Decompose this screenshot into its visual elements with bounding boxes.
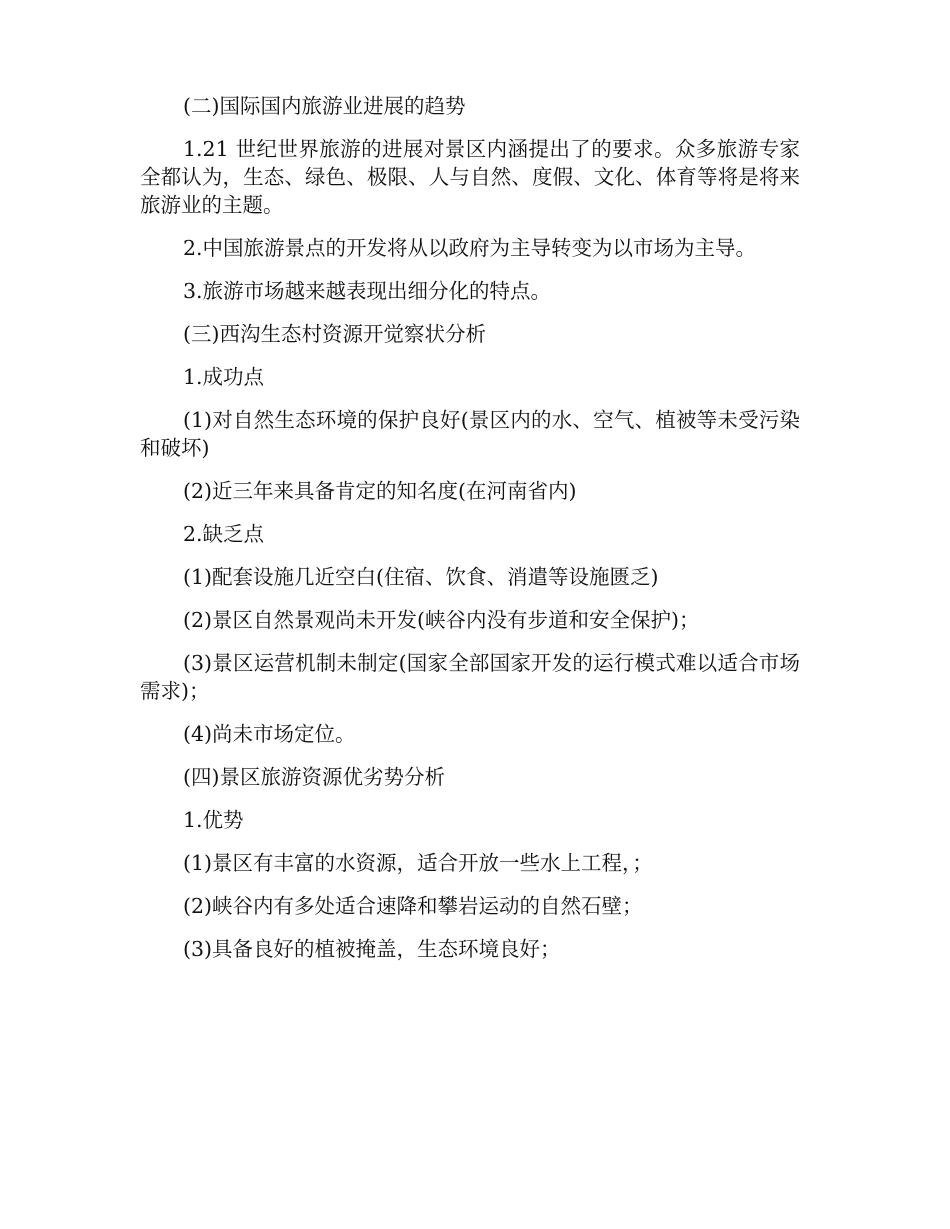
paragraph-shortcoming-2: (2)景区自然景观尚未开发(峡谷内没有步道和安全保护)；	[183, 608, 700, 632]
section-heading-status: (三)西沟生态村资源开觉察状分析	[183, 322, 486, 346]
section-heading-trends: (二)国际国内旅游业进展的趋势	[183, 94, 466, 118]
paragraph-trend-2: 2.中国旅游景点的开发将从以政府为主导转变为以市场为主导。	[183, 236, 757, 260]
subheading-advantages: 1.优势	[183, 808, 244, 832]
paragraph-advantage-2: (2)峡谷内有多处适合速降和攀岩运动的自然石壁；	[183, 894, 643, 918]
paragraph-advantage-3: (3)具备良好的植被掩盖，生态环境良好；	[183, 937, 561, 961]
paragraph-advantage-1: (1)景区有丰富的水资源，适合开放一些水上工程，；	[183, 851, 653, 875]
document-body	[140, 92, 800, 978]
paragraph-success-1: (1)对自然生态环境的保护良好(景区内的水、空气、植被等未受污染和破坏)	[140, 408, 800, 460]
subheading-success: 1.成功点	[183, 365, 265, 389]
paragraph-success-2: (2)近三年来具备肯定的知名度(在河南省内)	[183, 479, 577, 503]
paragraph-shortcoming-1: (1)配套设施几近空白(住宿、饮食、消遣等设施匮乏)	[183, 565, 659, 589]
paragraph-shortcoming-4: (4)尚未市场定位。	[183, 722, 356, 746]
section-heading-swot: (四)景区旅游资源优劣势分析	[183, 765, 445, 789]
paragraph-trend-1: 1.21 世纪世界旅游的进展对景区内涵提出了的要求。众多旅游专家全都认为，生态、绿色、极限、人与自然、度假、文化、体育等将是将来旅游业的主题。	[140, 137, 800, 217]
paragraph-shortcoming-3: (3)景区运营机制未制定(国家全部国家开发的运行模式难以适合市场需求)；	[140, 651, 800, 703]
paragraph-trend-3: 3.旅游市场越来越表现出细分化的特点。	[183, 279, 552, 303]
subheading-shortcomings: 2.缺乏点	[183, 522, 265, 546]
